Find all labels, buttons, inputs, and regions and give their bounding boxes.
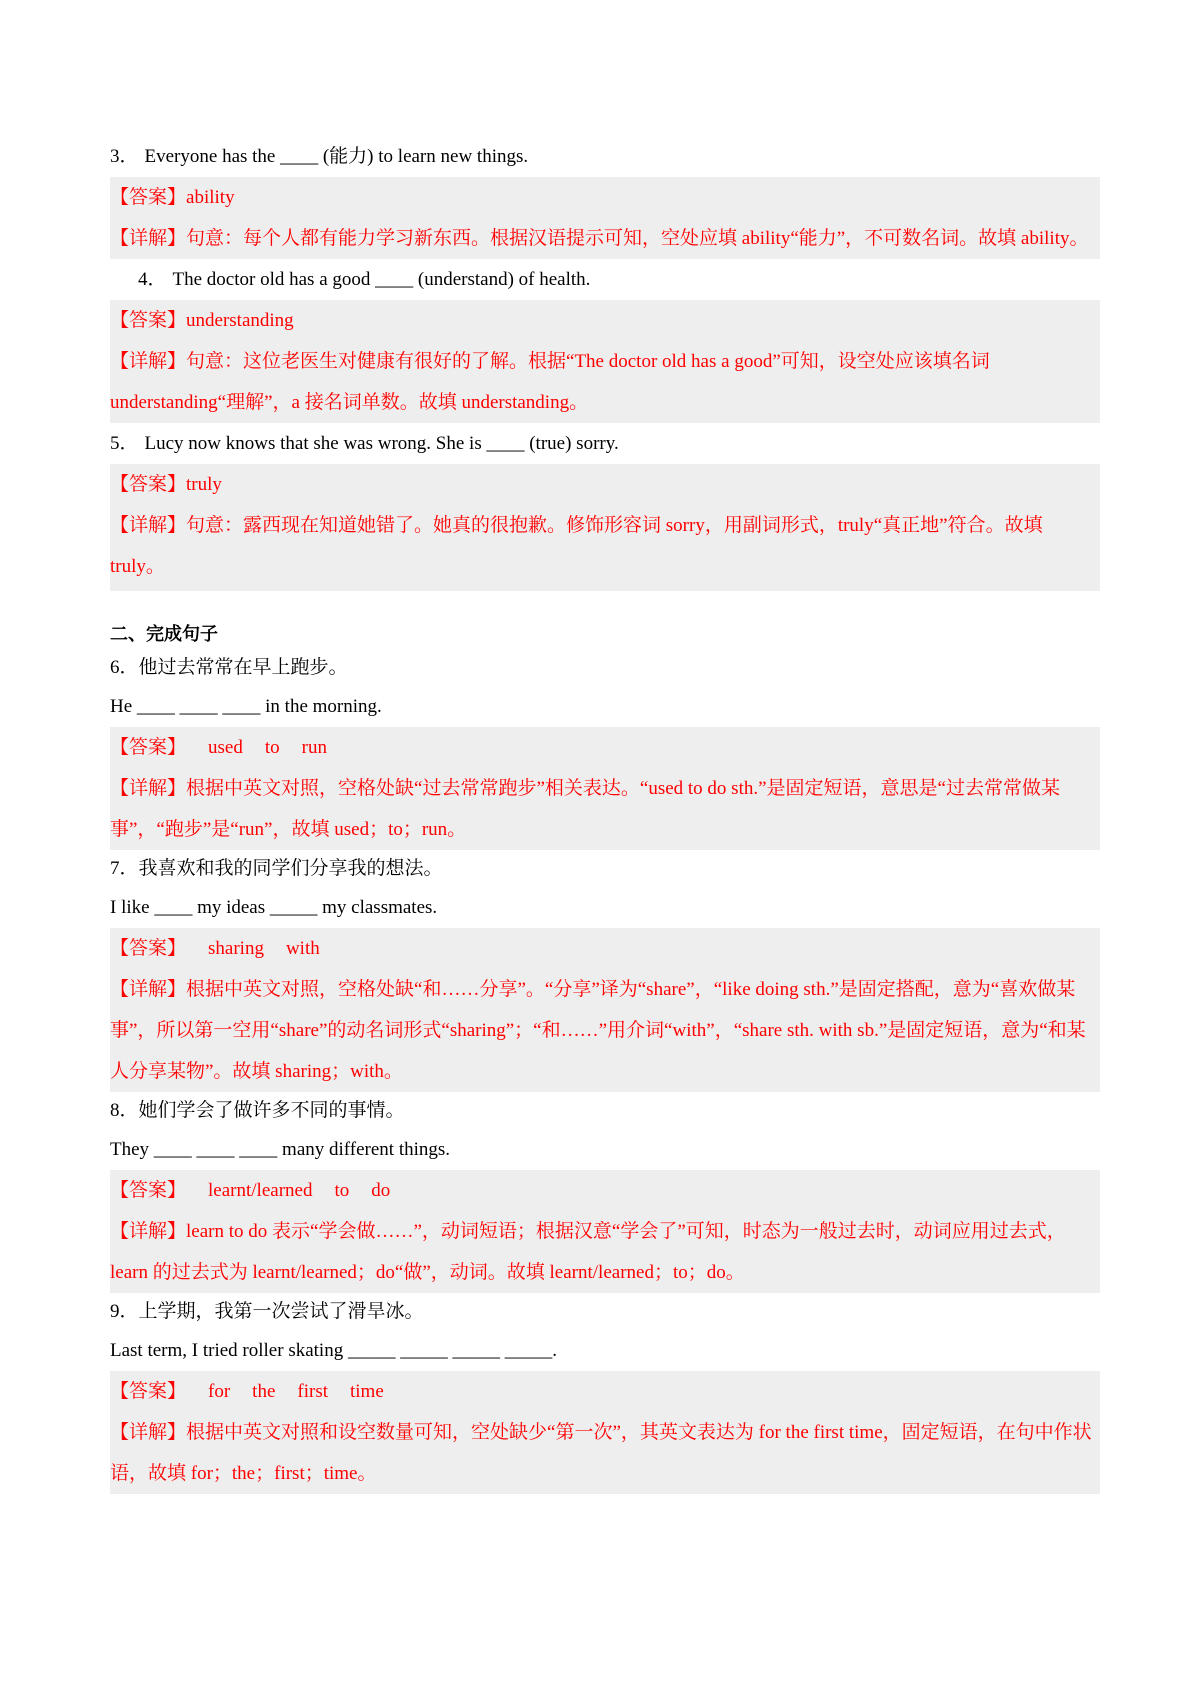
answer-label: 【答案】 <box>110 1180 187 1201</box>
answer-box-7 <box>110 928 1100 1092</box>
question-7 <box>110 850 1100 888</box>
answer-box-8 <box>110 1170 1100 1293</box>
detail-text: 根据中英文对照，空格处缺“过去常常跑步”相关表达。“used to do sth.”是固定短语，意思是“过去常常做某事”，“跑步”是“run”，故填 used；to；run。 <box>110 778 1060 840</box>
question-number: 8． <box>110 1100 139 1121</box>
section-title: 二、完成句子 <box>110 624 218 645</box>
detail-text: 句意：每个人都有能力学习新东西。根据汉语提示可知，空处应填 ability“能力”，不可数名词。故填 ability。 <box>186 228 1089 249</box>
question-number: 9． <box>110 1301 139 1322</box>
answer-word: learnt/learned <box>208 1180 313 1201</box>
question-6 <box>110 649 1100 687</box>
answer-box-5 <box>110 464 1100 591</box>
detail-text: 句意：露西现在知道她错了。她真的很抱歉。修饰形容词 sorry，用副词形式，truly“真正地”符合。故填 truly。 <box>110 515 1043 577</box>
answer-line <box>110 727 1100 768</box>
question-text: Lucy now knows that she was wrong. She is ____ (true) sorry. <box>144 433 619 454</box>
answer-word: do <box>371 1180 391 1201</box>
detail-label: 【详解】 <box>110 228 187 249</box>
answer-word: used <box>208 737 243 758</box>
detail-label: 【详解】 <box>110 1422 187 1443</box>
answer-box-3 <box>110 177 1100 259</box>
answer-word: with <box>285 938 320 959</box>
detail-line <box>110 218 1100 259</box>
question-4 <box>110 259 1100 300</box>
detail-text: 根据中英文对照和设空数量可知，空处缺少“第一次”，其英文表达为 for the first time，固定短语，在句中作状语，故填 for；the；first；time。 <box>110 1422 1092 1484</box>
detail-label: 【详解】 <box>110 515 187 536</box>
answer-text: truly <box>186 474 222 495</box>
question-9 <box>110 1293 1100 1331</box>
answer-line <box>110 1170 1100 1211</box>
answer-line <box>110 300 1100 341</box>
chinese-prompt: 上学期，我第一次尝试了滑旱冰。 <box>138 1301 424 1322</box>
detail-label: 【详解】 <box>110 351 187 372</box>
chinese-prompt: 她们学会了做许多不同的事情。 <box>138 1100 405 1121</box>
answer-text: ability <box>186 187 235 208</box>
answer-box-9 <box>110 1371 1100 1494</box>
answer-line <box>110 464 1100 505</box>
answer-label: 【答案】 <box>110 310 187 331</box>
answer-label: 【答案】 <box>110 938 187 959</box>
answer-word: run <box>301 737 327 758</box>
detail-label: 【详解】 <box>110 1221 187 1242</box>
question-8 <box>110 1092 1100 1130</box>
answer-word: the <box>252 1381 276 1402</box>
english-sentence: They ____ ____ ____ many different things. <box>110 1139 451 1160</box>
detail-line <box>110 1211 1100 1293</box>
chinese-prompt: 他过去常常在早上跑步。 <box>138 657 348 678</box>
detail-line <box>110 505 1100 587</box>
detail-text: learn to do 表示“学会做……”，动词短语；根据汉意“学会了”可知，时态为一般过去时，动词应用过去式，learn 的过去式为 learnt/learned；do“做”，动词。故填 learnt/learned；to；do。 <box>110 1221 1066 1283</box>
detail-label: 【详解】 <box>110 778 187 799</box>
answer-label: 【答案】 <box>110 187 187 208</box>
answer-line <box>110 177 1100 218</box>
answer-label: 【答案】 <box>110 737 187 758</box>
answer-word: to <box>264 737 280 758</box>
document-content <box>110 136 1100 1494</box>
answer-line <box>110 928 1100 969</box>
detail-label: 【详解】 <box>110 979 187 1000</box>
detail-line <box>110 969 1100 1092</box>
answer-word: to <box>334 1180 350 1201</box>
answer-word: first <box>297 1381 328 1402</box>
chinese-prompt: 我喜欢和我的同学们分享我的想法。 <box>138 858 443 879</box>
answer-label: 【答案】 <box>110 1381 187 1402</box>
answer-box-4 <box>110 300 1100 423</box>
question-number: 3． <box>110 146 139 167</box>
detail-line <box>110 768 1100 850</box>
question-3 <box>110 136 1100 177</box>
question-number: 6． <box>110 657 139 678</box>
answer-label: 【答案】 <box>110 474 187 495</box>
detail-text: 根据中英文对照，空格处缺“和……分享”。“分享”译为“share”，“like doing sth.”是固定搭配，意为“喜欢做某事”，所以第一空用“share”的动名词形式“sharing”；“和……”用介词“with”，“share sth. with sb.”是固定短语，意为“和某人分享某物”。故填 sharing；with。 <box>110 979 1086 1082</box>
question-text: The doctor old has a good ____ (understand) of health. <box>172 269 591 290</box>
english-sentence: He ____ ____ ____ in the morning. <box>110 696 382 717</box>
question-text: Everyone has the ____ (能力) to learn new things. <box>144 146 529 167</box>
detail-text: 句意：这位老医生对健康有很好的了解。根据“The doctor old has a good”可知，设空处应该填名词 understanding“理解”，a 接名词单数。故填 understanding。 <box>110 351 990 413</box>
detail-line <box>110 341 1100 423</box>
answer-line <box>110 1371 1100 1412</box>
detail-line <box>110 1412 1100 1494</box>
answer-box-6 <box>110 727 1100 850</box>
question-number: 4． <box>138 269 167 290</box>
english-sentence: Last term, I tried roller skating _____ _____ _____ _____. <box>110 1340 557 1361</box>
answer-word: time <box>350 1381 384 1402</box>
english-sentence: I like ____ my ideas _____ my classmates. <box>110 897 438 918</box>
answer-word: for <box>208 1381 231 1402</box>
question-number: 5． <box>110 433 139 454</box>
answer-text: understanding <box>186 310 294 331</box>
answer-word: sharing <box>208 938 264 959</box>
question-5 <box>110 423 1100 464</box>
question-number: 7． <box>110 858 139 879</box>
